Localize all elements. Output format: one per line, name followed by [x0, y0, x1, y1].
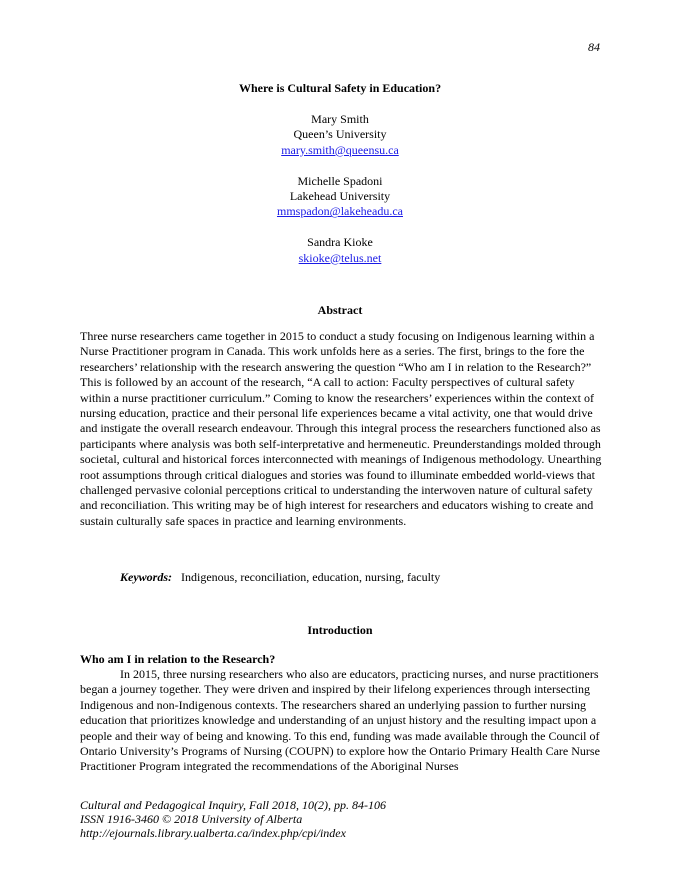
journal-url: http://ejournals.library.ualberta.ca/index.php/cpi/index: [80, 826, 346, 840]
page-footer: [80, 798, 602, 840]
keywords-line: [120, 570, 600, 585]
author-name: Sandra Kioke: [307, 235, 373, 250]
author-block: [0, 235, 680, 266]
author-block: [0, 174, 680, 220]
abstract-text: Three nurse researchers came together in 2015 to conduct a study focusing on Indigenous learning within a Nurse Practitioner program in Canada. This work unfolds here as a series. The first, brings to the fore the researchers’ relationship with the research answering the question “Who am I in relation to the Research?” This is followed by an account of the research, “A call to action: Faculty perspectives of cultural safety within a nurse practitioner curriculum.” Coming to know the researchers’ experiences within the context of nursing education, practice and their personal life experiences became a vital activity, one that would drive and instigate the overall research endeavour. Through this integral process the researchers functioned also as participants where analysis was both self-interpretative and hermeneutic. Preunderstandings molded through societal, cultural and historical forces interconnected with meanings of Indigenous methodology. Unearthing root assumptions through critical dialogues and stories was found to illuminate embedded world-views that challenged pervasive colonial perceptions critical to understanding the interwoven nature of cultural safety and reconciliation. This writing may be of high interest for researchers and educators wishing to create and sustain culturally safe spaces in practice and learning environments.: [80, 329, 602, 528]
author-name: Mary Smith: [311, 112, 369, 126]
author-email-link[interactable]: skioke@telus.net: [298, 250, 382, 265]
keywords-label: Keywords:: [120, 570, 172, 584]
author-email-link[interactable]: mary.smith@queensu.ca: [281, 142, 399, 157]
section-subheading: Who am I in relation to the Research?: [80, 652, 276, 666]
author-affiliation: Lakehead University: [289, 188, 391, 203]
keywords-value: Indigenous, reconciliation, education, nursing, faculty: [181, 570, 441, 584]
journal-citation: Cultural and Pedagogical Inquiry, Fall 2018, 10(2), pp. 84-106: [80, 798, 386, 812]
author-block: [0, 112, 680, 158]
introduction-text: In 2015, three nursing researchers who also are educators, practicing nurses, and nurse practitioners began a journey together. They were driven and inspired by their lifelong experiences through intersecting Indigenous and non-Indigenous contexts. The researchers shared an underlying passion to further nursing education that prioritizes knowledge and understanding of an unjust history and the resulting impact upon a people and their way of being and knowing. To this end, funding was made available through the Council of Ontario University’s Programs of Nursing (COUPN) to explore how the Ontario Primary Health Care Nurse Practitioner Program integrated the recommendations of the Aboriginal Nurses: [80, 667, 600, 774]
author-list: [0, 112, 680, 281]
author-email-link[interactable]: mmspadon@lakeheadu.ca: [276, 204, 403, 219]
abstract-heading: Abstract: [317, 303, 363, 317]
author-affiliation: Queen’s University: [293, 127, 387, 142]
issn-copyright: ISSN 1916-3460 © 2018 University of Alberta: [80, 812, 303, 826]
page-number: 84: [588, 40, 600, 54]
paper-title: Where is Cultural Safety in Education?: [238, 81, 442, 95]
introduction-heading: Introduction: [307, 623, 373, 637]
author-name: Michelle Spadoni: [297, 173, 383, 188]
